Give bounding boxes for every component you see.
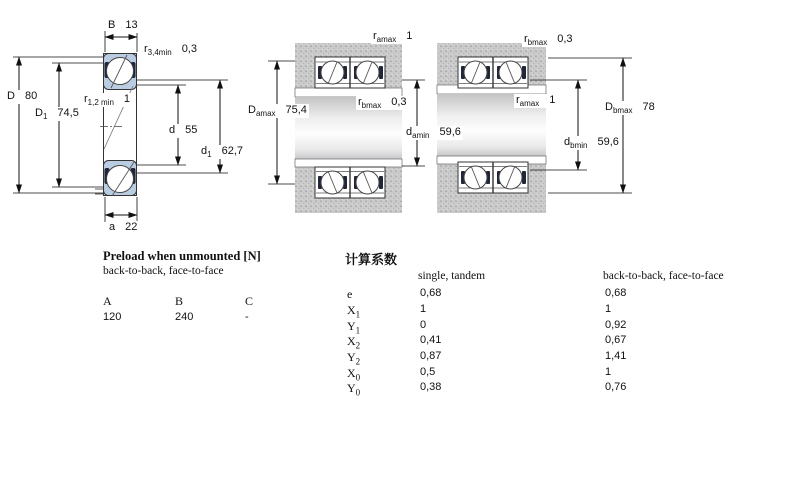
dim-label-damin: $d_{amin}$ 59,6 (406, 126, 461, 141)
preload-col-A: A (103, 294, 112, 308)
preload-col-B: B (175, 294, 184, 308)
dim-label-Damax: $D_{amax}$ 75,4 (248, 104, 307, 119)
preload-value-A: 120 (103, 311, 122, 323)
dim-label-d: d 55 (167, 124, 199, 138)
preload-col-C: C (245, 294, 254, 308)
dim-label-d1: $d_1$ 62,7 (201, 145, 243, 160)
dim-label-dbmin: $d_{bmin}$ 59,6 (564, 136, 619, 151)
dim-label-rbmax-mid: $r_{bmax}$ 0,3 (358, 96, 407, 111)
dim-label-ramax-right: $r_{amax}$ 1 (516, 94, 556, 109)
left-bearing-cross-section (95, 54, 137, 197)
preload-value-B: 240 (175, 311, 194, 323)
factors-col1-header: single, tandem (418, 270, 486, 282)
factors-col2-header: back-to-back, face-to-face (603, 270, 724, 282)
dim-label-rbmax-right: $r_{bmax}$ 0,3 (524, 33, 573, 48)
dim-label-r34: $r_{3,4min}$ 0,3 (144, 43, 197, 58)
preload-subtitle: back-to-back, face-to-face (103, 265, 224, 277)
dim-label-r12: $r_{1,2 min}$ 1 (84, 93, 131, 108)
preload-value-C: - (245, 311, 249, 323)
bearing-datasheet-page: B 13 $r_{3,4min}$ 0,3 D 80 $D_1$ 74,5 $r_{1,2 min}$ 1 d 55 $d_1$ 62,7 a 22 $r_{amax}$ 1 $D_{amax}$ 75,4 $r_{bmax}$ 0,3 $d_{amin}$ 59,6 $r_{bmax}$ 0,3 $r_{amax}$ 1 $D_{bmax}$ 78 $d_{bmin}$ 59,6 Preload when unmounted [N] back-to-back, face-to-face A B C 120 240 - 计算系数 single, tandem back-to-back, face-to-face e 0,68 0,68 $X_1$ 1 1 $Y_1$ 0 0,92 $X_2$ 0,41 0,67 $Y_2$ 0,87 1,41 $X_0$ 0,5 1 $Y_0$ 0,38 0,76 (0, 0, 800, 500)
preload-title: Preload when unmounted [N] (103, 249, 261, 263)
dim-label-Dbmax: $D_{bmax}$ 78 (605, 101, 655, 116)
dim-label-B: B 13 (106, 19, 140, 33)
factors-title: 计算系数 (345, 252, 398, 267)
dim-label-a: a 22 (107, 221, 139, 235)
dim-label-D1: $D_1$ 74,5 (35, 107, 79, 122)
dim-label-ramax-mid: $r_{amax}$ 1 (373, 30, 413, 45)
middle-mounted-pair-diagram (295, 43, 402, 213)
dim-label-D: D 80 (5, 90, 39, 104)
